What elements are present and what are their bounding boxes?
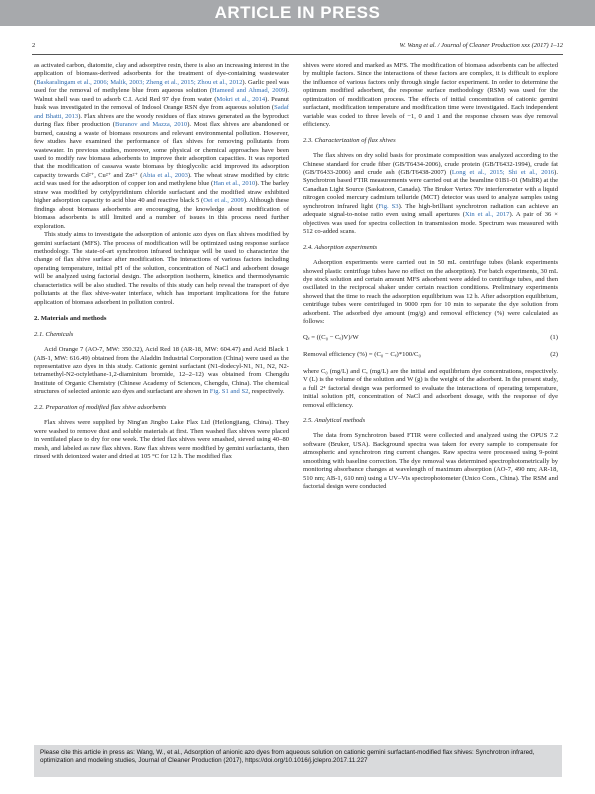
chemicals-paragraph: Acid Orange 7 (AO-7, MW: 350.32), Acid Red 18 (AR-18, MW: 604.47) and Acid Black 1 (AB-1, MW: 616.49) obtained from the Aladdin Industrial Corporation (China) were used as the representative azo dyes in this study. Cationic gemini surfactant (N1-dodecyl-N1, N1, N2, N2-tetramethyl-N2-octylethane-1,2-diaminium bromide, 12–2–12) was obtained from Chengdu Institute of Organic Chemistry (Chinese Academy of Sciences, Chengdu, China). The chemical structures of selected anionic azo dyes and surfactant are shown in Fig. S1 and S2, respectively.: [34, 346, 289, 396]
equation-2-number: (2): [550, 350, 558, 358]
equation-1-body: Qₑ = ((C₀ − Cₑ)V)/W: [303, 333, 359, 341]
subsection-heading-adsorption: 2.4. Adsorption experiments: [303, 243, 378, 251]
preparation-paragraph: Flax shives were supplied by Ning'an Jingbo Lake Flax Ltd (Heilongjiang, China). They were washed to remove dust and soluble materials at first. Then washed flax shives were placed in ventilated place to dry for one week. The dried flax shives were smashed, sieved using 40–80 mesh, and labeled as raw flax shives. Raw flax shives were modified by gemini surfactants, then rinsed with deionized water and dried at 105 °C for 12 h. The modified flax: [34, 419, 289, 461]
variables-paragraph: where C₀ (mg/L) and Cₑ (mg/L) are the initial and equilibrium dye concentrations, respectively. V (L) is the volume of the solution and W (g) is the weight of the adsorbent. In the present study, a full 2⁴ factorial design was performed to evaluate the interactions of operating temperature, initial solution pH, concentration of NaCl and adsorbent dosage, with the response of dye removal efficiency.: [303, 367, 558, 409]
citation-link[interactable]: Oei et al., 2009: [203, 197, 244, 205]
right-column: [303, 62, 558, 492]
subsection-heading-analytical: 2.5. Analytical methods: [303, 416, 366, 424]
citation-link[interactable]: Hameed and Ahmad, 2009: [212, 87, 286, 95]
left-column: [34, 62, 289, 461]
intro-paragraph: as activated carbon, diatomite, clay and adsorptive resin, there is also an increasing interest in the application of biomass-derived adsorbents for the treatment of dye-containing wastewater (Baskaralingam et al., 2006; Malik, 2003; Zheng et al., 2015; Zhou et al., 2012). Garlic peel was used for the removal of methylene blue from aqueous solution (Hameed and Ahmad, 2009). Walnut shell was used to adsorb C.I. Acid Red 97 dye from water (Mokri et al., 2014). Peanut husk was investigated in the removal of Indosol Orange RSN dye from aqueous solution (Sadaf and Bhatti, 2013). Flax shives are the woody residues of flax straws generated as the byproduct during flax fiber production (Buranov and Mazza, 2010). Most flax shives are abandoned or burned, causing a waste of biomass resources and relevant environmental pollution. However, few studies have examined the performance of flax shives for removing pollutants from wastewater. In previous studies, moreover, some physical or chemical approaches have been used to modify raw biomass adsorbents to improve their adsorption capacities. It was reported that the modification of cassava waste biomass by thioglycolic acid improved its adsorption capacity towards Cd²⁺, Cu²⁺ and Zn²⁺ (Abia et al., 2003). The wheat straw modified by citric acid was used for the adsorption of copper ion and methylene blue (Han et al., 2010). The barley straw was modified by cetylpyridinium chloride surfactant and the modified straw exhibited higher adsorption capacity to acid blue 40 and reactive black 5 (Oei et al., 2009). Although these findings about biomass adsorbents are encouraging, the knowledge about modification of biomass adsorbents is still limited and a number of issues in this process need further exploration.: [34, 62, 290, 230]
section-heading-materials: 2. Materials and methods: [34, 315, 107, 323]
citation-link[interactable]: Han et al., 2010: [213, 180, 256, 188]
equation-2-body: Removal efficiency (%) = (C₀ − Cₑ)*100/C₀: [303, 350, 421, 358]
subsection-heading-characterization: 2.3. Characterization of flax shives: [303, 136, 396, 144]
citation-link[interactable]: Abia et al., 2003: [142, 171, 188, 179]
citation-link[interactable]: Long et al., 2015; Shi et al., 2016: [451, 168, 555, 176]
citation-link[interactable]: Fig. S3: [378, 202, 399, 210]
running-head: [32, 42, 563, 54]
citation-link[interactable]: Xin et al., 2017: [464, 211, 510, 219]
article-in-press-banner: ARTICLE IN PRESS: [0, 0, 595, 26]
aim-paragraph: This study aims to investigate the adsorption of anionic azo dyes on flax shives modified by gemini surfactant (MFS). The process of modification will be optimized using response surface methodology. The state-of-art synchrotron infrared technique will be used to characterize the change of flax shive surface after modification. The interactions of various factors including operating temperature, initial pH of the solution, concentration of NaCl and adsorbent dosage will be analyzed using factorial design. The adsorption isotherm, kinetics and thermodynamic characteristics will be also studied. The results of this study can help reveal the transport of dye pollutants at the flax shive-water interface, which has important implications for the future application of biomass adsorbent in pollution control.: [34, 231, 289, 306]
page-number: 2: [32, 42, 36, 49]
equation-1-number: (1): [550, 333, 558, 341]
equation-1: [303, 334, 558, 344]
equation-2: [303, 351, 558, 361]
citation-link[interactable]: Sadaf and Bhatti, 2013: [34, 104, 289, 120]
modification-paragraph: shives were stored and marked as MFS. The modification of biomass adsorbents can be affected by multiple factors. Since the interactions of these factors are complex, it is difficult to explore the influence of various factors only through single factor experiment. In order to determine the optimum modified adsorbent, the response surface methodology (RSM) was used for the optimization of modification process. The effects of initial concentration of cationic gemini surfactant, modification temperature and modification time were investigated. Each independent variable was coded to three levels of −1, 0 and 1 and the response chosen was dye removal efficiency.: [303, 62, 558, 129]
citation-link[interactable]: Mokri et al., 2014: [216, 95, 266, 103]
analytical-paragraph: The data from Synchrotron based FTIR were collected and analyzed using the OPUS 7.2 software (Bruker, USA). Background spectra was taken for every sample to compensate for atmospheric and synchrotron ring current changes. Raw spectra were processed using 9-point smoothing with baseline correction. The dye removal was determined spectrophotometrically by monitoring absorbance changes at wavelength of maximum absorption (AO-7, 490 nm; AR-18, 510 nm; AB-1, 610 nm) using a UV–Vis spectrophotometer (Unico Com., China). The RSM and factorial design were conducted: [303, 432, 558, 491]
characterization-paragraph: The flax shives on dry solid basis for proximate composition was analyzed according to the Chinese standard for crude fiber (GB/T6434-2006), crude protein (GB/T6432-1994), crude fat (GB/T6433-2006) and crude ash (GB/T6438-2007) (Long et al., 2015; Shi et al., 2016). Synchrotron based FTIR measurements were carried out at the beamline 01B1-01 (MidIR) at the Canadian Light Source (Saskatoon, Canada). The Bruker Vertex 70v interferometer with a liquid nitrogen cooled mercury cadmium telluride (MCT) detector was used to analyze samples using synchrotron infrared light (Fig. S3). The high-brilliant synchrotron radiation can achieve an adequate signal-to-noise ratio even using small apertures (Xin et al., 2017). A pair of 36 × objectives was used for spectra collection in transmission mode. Spectrum was measured with 512 co-added scans.: [303, 152, 558, 236]
citation-box: Please cite this article in press as: Wang, W., et al., Adsorption of anionic azo dyes from aqueous solution on cationic gemini surfactant-modified flax shives: Synchrotron infrared, optimization and modeling studies, Journal of Cleaner Production (2017), https://doi.org/10.1016/j.jclepro.2017.11.227: [34, 745, 562, 777]
adsorption-paragraph: Adsorption experiments were carried out in 50 mL centrifuge tubes (blank experiments showed plastic centrifuge tubes have no effect on the adsorption). For batch experiments, 30 mL dye stock solution and certain amount MFS adsorbent were added to centrifuge tubes, and then oscillated in the reciprocal shaker under certain reaction conditions. Preliminary experiments showed that the time to reach the adsorption equilibrium was 12 h. After adsorption equilibrium, centrifuge tubes were centrifuged in 9000 rpm for 10 min to separate the dye solution from adsorbent. The adsorbed dye amount (mg/g) and removal efficiency (%) were calculated as follows:: [303, 259, 558, 326]
subsection-heading-preparation: 2.2. Preparation of modified flax shive adsorbents: [34, 403, 167, 411]
citation-link[interactable]: Fig. S1 and S2: [209, 388, 249, 396]
citation-link[interactable]: Buranov and Mazza, 2010: [114, 121, 188, 129]
citation-link[interactable]: Baskaralingam et al., 2006; Malik, 2003; Zheng et al., 2015; Zhou et al., 2012: [36, 78, 243, 86]
subsection-heading-chemicals: 2.1. Chemicals: [34, 330, 74, 338]
journal-reference: W. Wang et al. / Journal of Cleaner Production xxx (2017) 1–12: [399, 42, 563, 49]
header-rule: [32, 54, 563, 55]
